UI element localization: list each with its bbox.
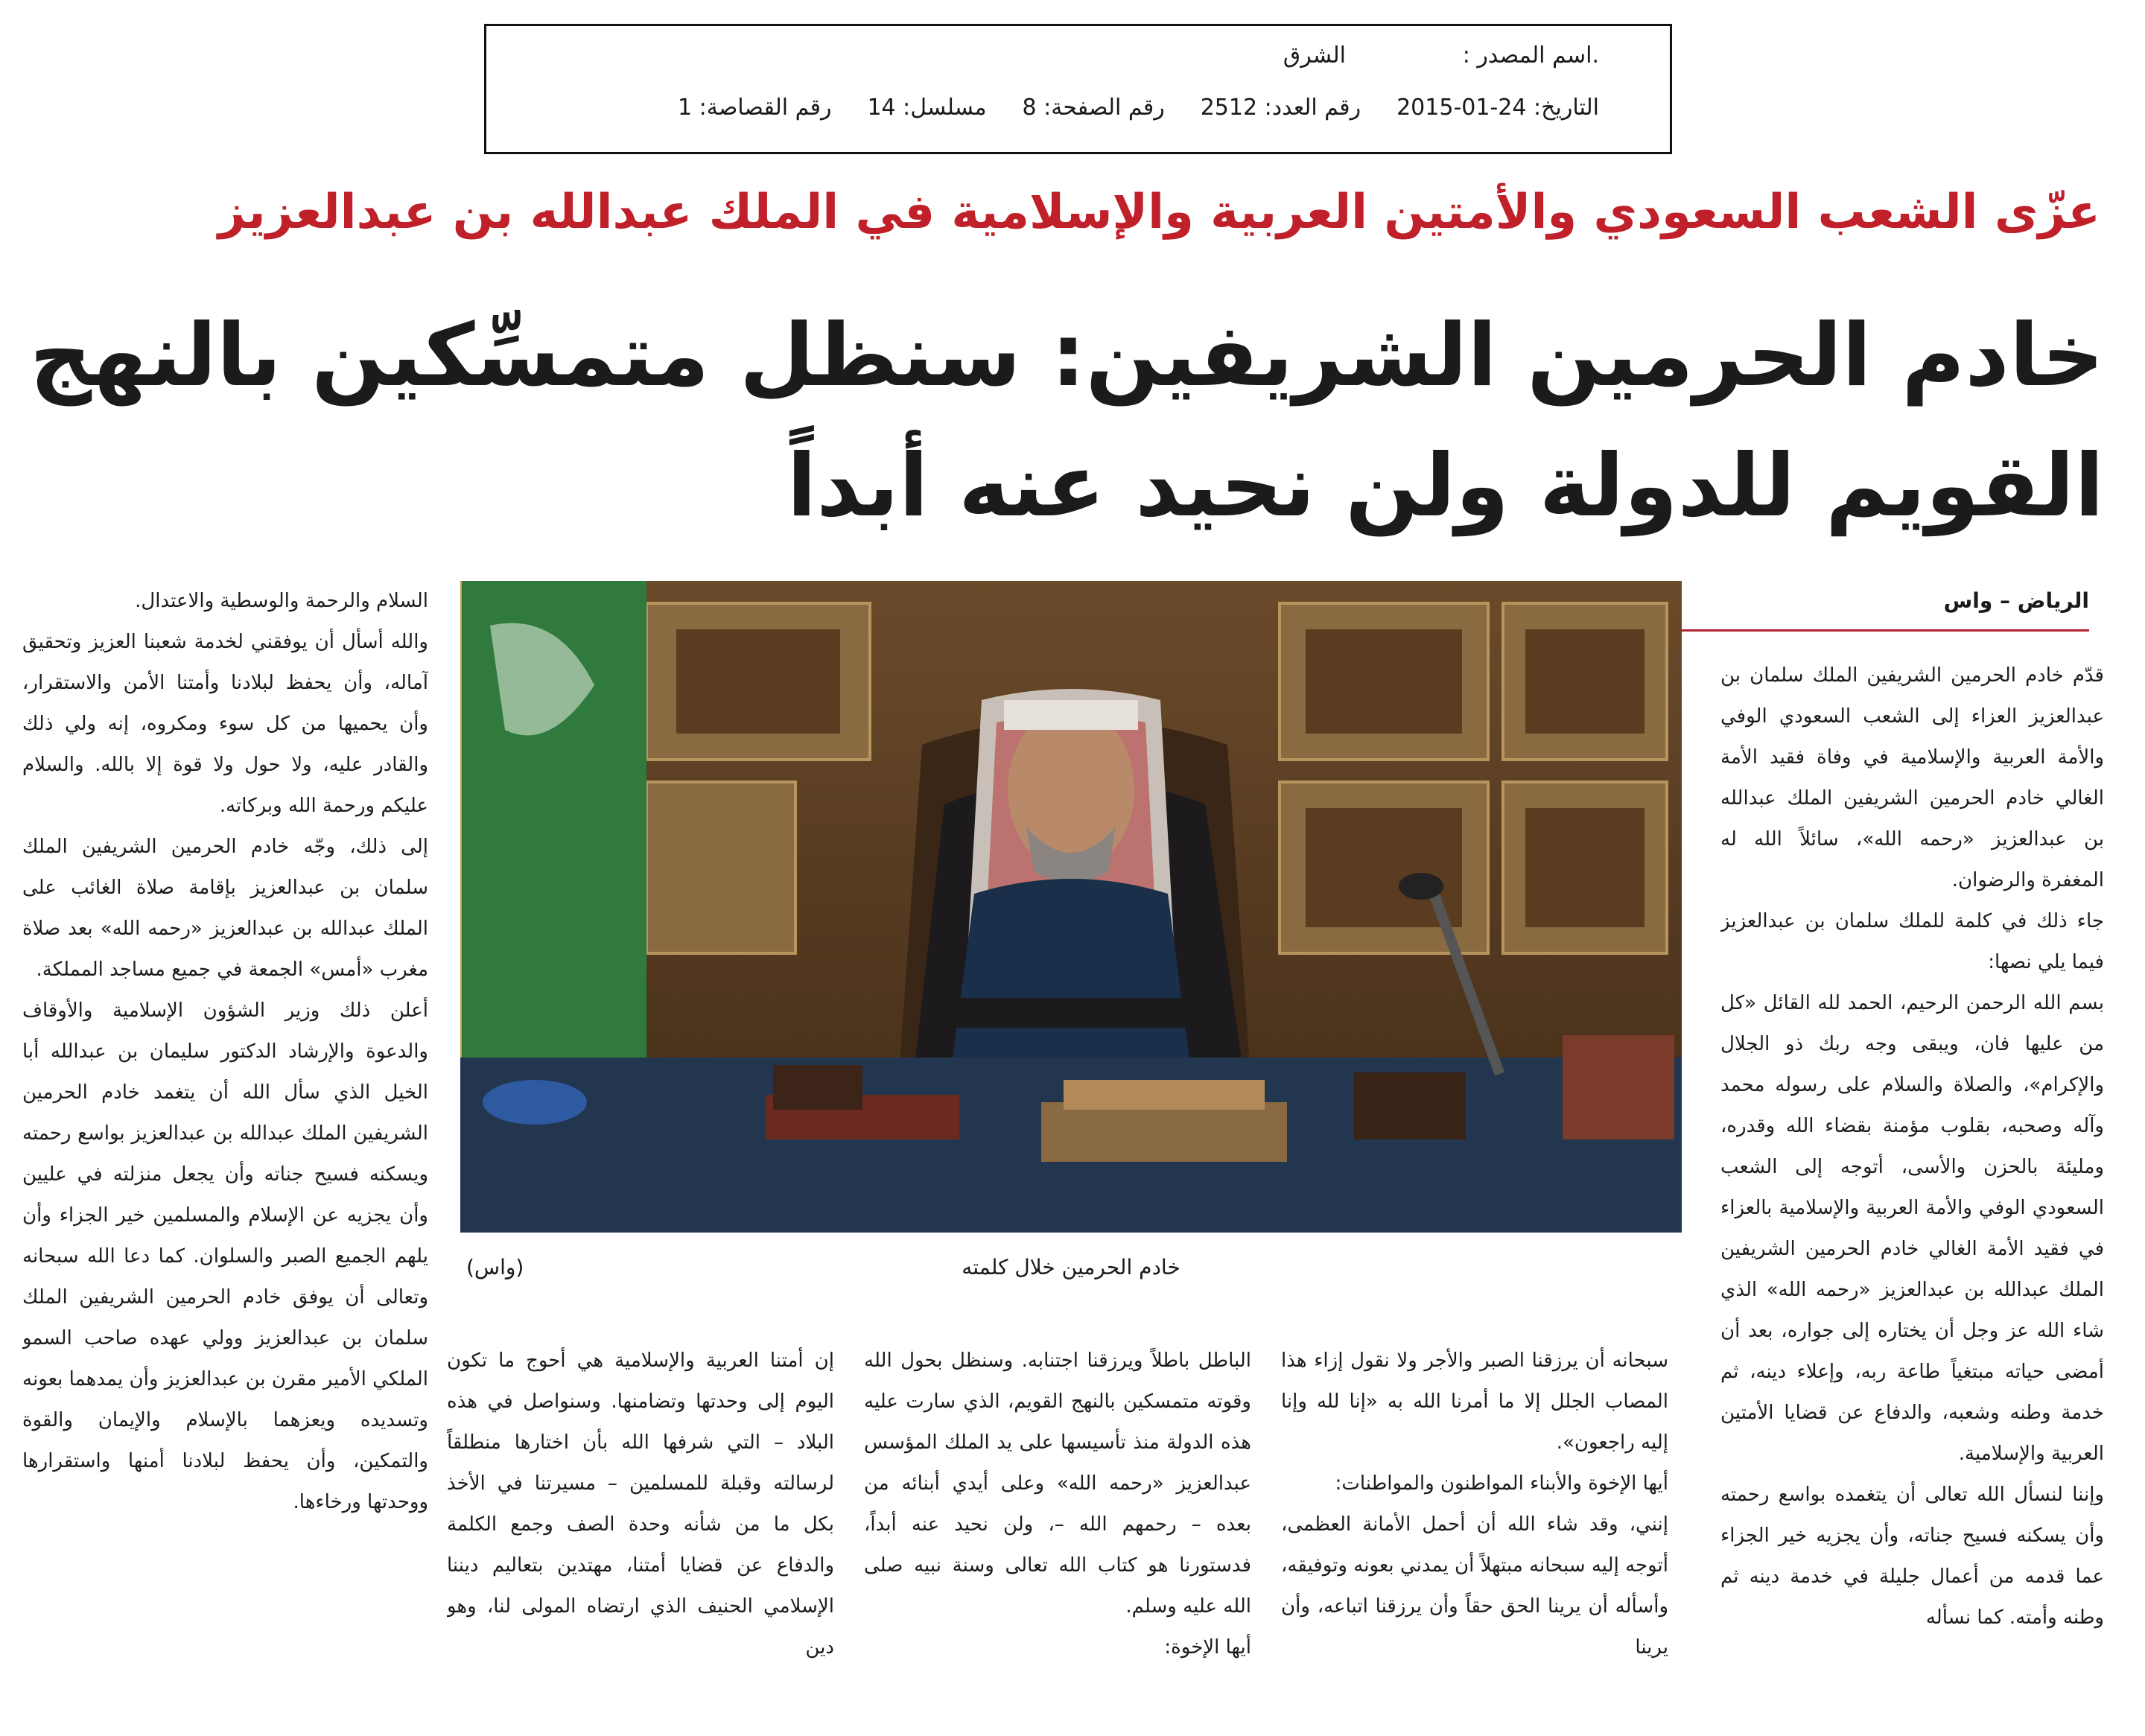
paragraph: بسم الله الرحمن الرحيم، الحمد لله القائل «كل من عليها فان، ويبقى وجه ربك ذو الجلال والإكرام»، والصلاة والسلام على رسوله محمد وآله وصحبه، بقلوب مؤمنة بقضاء الله وقدره، ومليئة بالحزن والأسى، أتوجه إلى الشعب السعودي الوفي والأمة العربية والإسلامية بالعزاء في فقيد الأمة الغالي خادم الحرمين الشريفين الملك عبدالله بن عبدالعزيز «رحمه الله» الذي شاء الله عز وجل أن يختاره إلى جواره، بعد أن أمضى حياته مبتغياً طاعة ربه، وإعلاء دينه، ثم خدمة وطنه وشعبه، والدفاع عن قضايا الأمتين العربية والإسلامية. xyxy=(1720,992,2104,1465)
paragraph: والله أسأل أن يوفقني لخدمة شعبنا العزيز وتحقيق آماله، وأن يحفظ لبلادنا وأمتنا الأمن والاستقرار، وأن يحميها من كل سوء ومكروه، إنه ولي ذلك والقادر عليه، ولا حول ولا قوة إلا بالله. والسلام عليكم ورحمة الله وبركاته. xyxy=(22,631,428,817)
source-metadata-box xyxy=(484,24,1672,154)
paragraph: أعلن ذلك وزير الشؤون الإسلامية والأوقاف والدعوة والإرشاد الدكتور سليمان بن عبدالله أبا الخيل الذي سأل الله أن يتغمد خادم الحرمين الشريفين الملك عبدالله بن عبدالعزيز بواسع رحمته ويسكنه فسيح جناته وأن يجعل منزلته في عليين وأن يجزيه عن الإسلام والمسلمين خير الجزاء وأن يلهم الجميع الصبر والسلوان. كما دعا الله سبحانه وتعالى أن يوفق خادم الحرمين الشريفين الملك سلمان بن عبدالعزيز وولي عهده صاحب السمو الملكي الأمير مقرن بن عبدالعزيز وأن يمدهما بعونه وتسديده ويعزهما بالإسلام والإيمان والقوة والتمكين، وأن يحفظ لبلادنا أمنها واستقرارها ووحدتها ورخاءها. xyxy=(22,999,428,1513)
photo-credit: (واس) xyxy=(466,1255,524,1279)
article-column-1 xyxy=(1720,655,2104,1683)
serial-field: مسلسل: 14 xyxy=(867,95,987,121)
source-line xyxy=(1283,42,1599,69)
main-headline xyxy=(29,290,2104,551)
paragraph: أيها الإخوة: xyxy=(1164,1636,1251,1659)
article-column-2 xyxy=(1281,1341,1668,1683)
paragraph: إلى ذلك، وجّه خادم الحرمين الشريفين الملك سلمان بن عبدالعزيز بإقامة صلاة الغائب على الملك عبدالله بن عبدالعزيز «رحمه الله» بعد صلاة مغرب «أمس» الجمعة في جميع مساجد المملكة. xyxy=(22,836,428,981)
byline-divider xyxy=(1642,629,2089,632)
source-value: الشرق xyxy=(1283,42,1346,69)
article-photo xyxy=(460,581,1682,1233)
paragraph: سبحانه أن يرزقنا الصبر والأجر ولا نقول إزاء هذا المصاب الجلل إلا ما أمرنا الله به «إنا لله وإنا إليه راجعون». xyxy=(1281,1349,1668,1454)
photo-caption: خادم الحرمين خلال كلمته xyxy=(962,1255,1180,1279)
paragraph: جاء ذلك في كلمة للملك سلمان بن عبدالعزيز فيما يلي نصها: xyxy=(1720,910,2104,973)
paragraph: أيها الإخوة والأبناء المواطنون والمواطنات: xyxy=(1335,1472,1668,1495)
issue-details-line xyxy=(678,95,1599,121)
paragraph: السلام والرحمة والوسطية والاعتدال. xyxy=(135,590,428,612)
clip-number-field: رقم القصاصة: 1 xyxy=(678,95,832,121)
source-label: .اسم المصدر : xyxy=(1462,42,1599,69)
headline-line-1: خادم الحرمين الشريفين: سنظل متمسِّكين بالنهج xyxy=(29,305,2104,406)
paragraph: إنني، وقد شاء الله أن أحمل الأمانة العظمى، أتوجه إليه سبحانه مبتهلاً أن يمدني بعونه وتوفيقه، وأسأله أن يرينا الحق حقاً وأن يرزقنا اتباعه، وأن يرينا xyxy=(1281,1513,1668,1659)
paragraph: الباطل باطلاً ويرزقنا اجتنابه. وسنظل بحول الله وقوته متمسكين بالنهج القويم، الذي سارت عليه هذه الدولة منذ تأسيسها على يد الملك المؤسس عبدالعزيز «رحمه الله» وعلى أيدي أبنائه من بعده – رحمهم الله –، ولن نحيد عنه أبداً، فدستورنا هو كتاب الله تعالى وسنة نبيه صلى الله عليه وسلم. xyxy=(864,1349,1251,1618)
headline-line-2: القويم للدولة ولن نحيد عنه أبداً xyxy=(786,436,2104,536)
paragraph: قدّم خادم الحرمين الشريفين الملك سلمان بن عبدالعزيز العزاء إلى الشعب السعودي الوفي والأمة العربية والإسلامية في وفاة فقيد الأمة الغالي خادم الحرمين الشريفين الملك عبدالله بن عبدالعزيز «رحمه الله»، سائلاً الله له المغفرة والرضوان. xyxy=(1720,664,2104,891)
page-number-field: رقم الصفحة: 8 xyxy=(1022,95,1165,121)
article-column-5 xyxy=(22,581,428,1683)
date-field: التاريخ: 24-01-2015 xyxy=(1396,95,1599,121)
article-column-3 xyxy=(864,1341,1251,1683)
article-column-4 xyxy=(447,1341,834,1683)
byline: الرياض – واس xyxy=(1943,588,2089,613)
kicker-headline: عزّى الشعب السعودي والأمتين العربية والإسلامية في الملك عبدالله بن عبدالعزيز xyxy=(217,185,2100,240)
paragraph: إن أمتنا العربية والإسلامية هي أحوج ما تكون اليوم إلى وحدتها وتضامنها. وسنواصل في هذه البلاد – التي شرفها الله بأن اختارها منطلقاً لرسالته وقبلة للمسلمين – مسيرتنا في الأخذ بكل ما من شأنه وحدة الصف وجمع الكلمة والدفاع عن قضايا أمتنا، مهتدين بتعاليم ديننا الإسلامي الحنيف الذي ارتضاه المولى لنا، وهو دين xyxy=(447,1349,834,1659)
photo-caption-row xyxy=(460,1255,1682,1285)
paragraph: وإننا لنسأل الله تعالى أن يتغمده بواسع رحمته وأن يسكنه فسيح جناته، وأن يجزيه خير الجزاء عما قدمه من أعمال جليلة في خدمة دينه ثم وطنه وأمته. كما نسأله xyxy=(1720,1484,2104,1629)
issue-number-field: رقم العدد: 2512 xyxy=(1200,95,1361,121)
photo-illustration xyxy=(460,581,1682,1233)
